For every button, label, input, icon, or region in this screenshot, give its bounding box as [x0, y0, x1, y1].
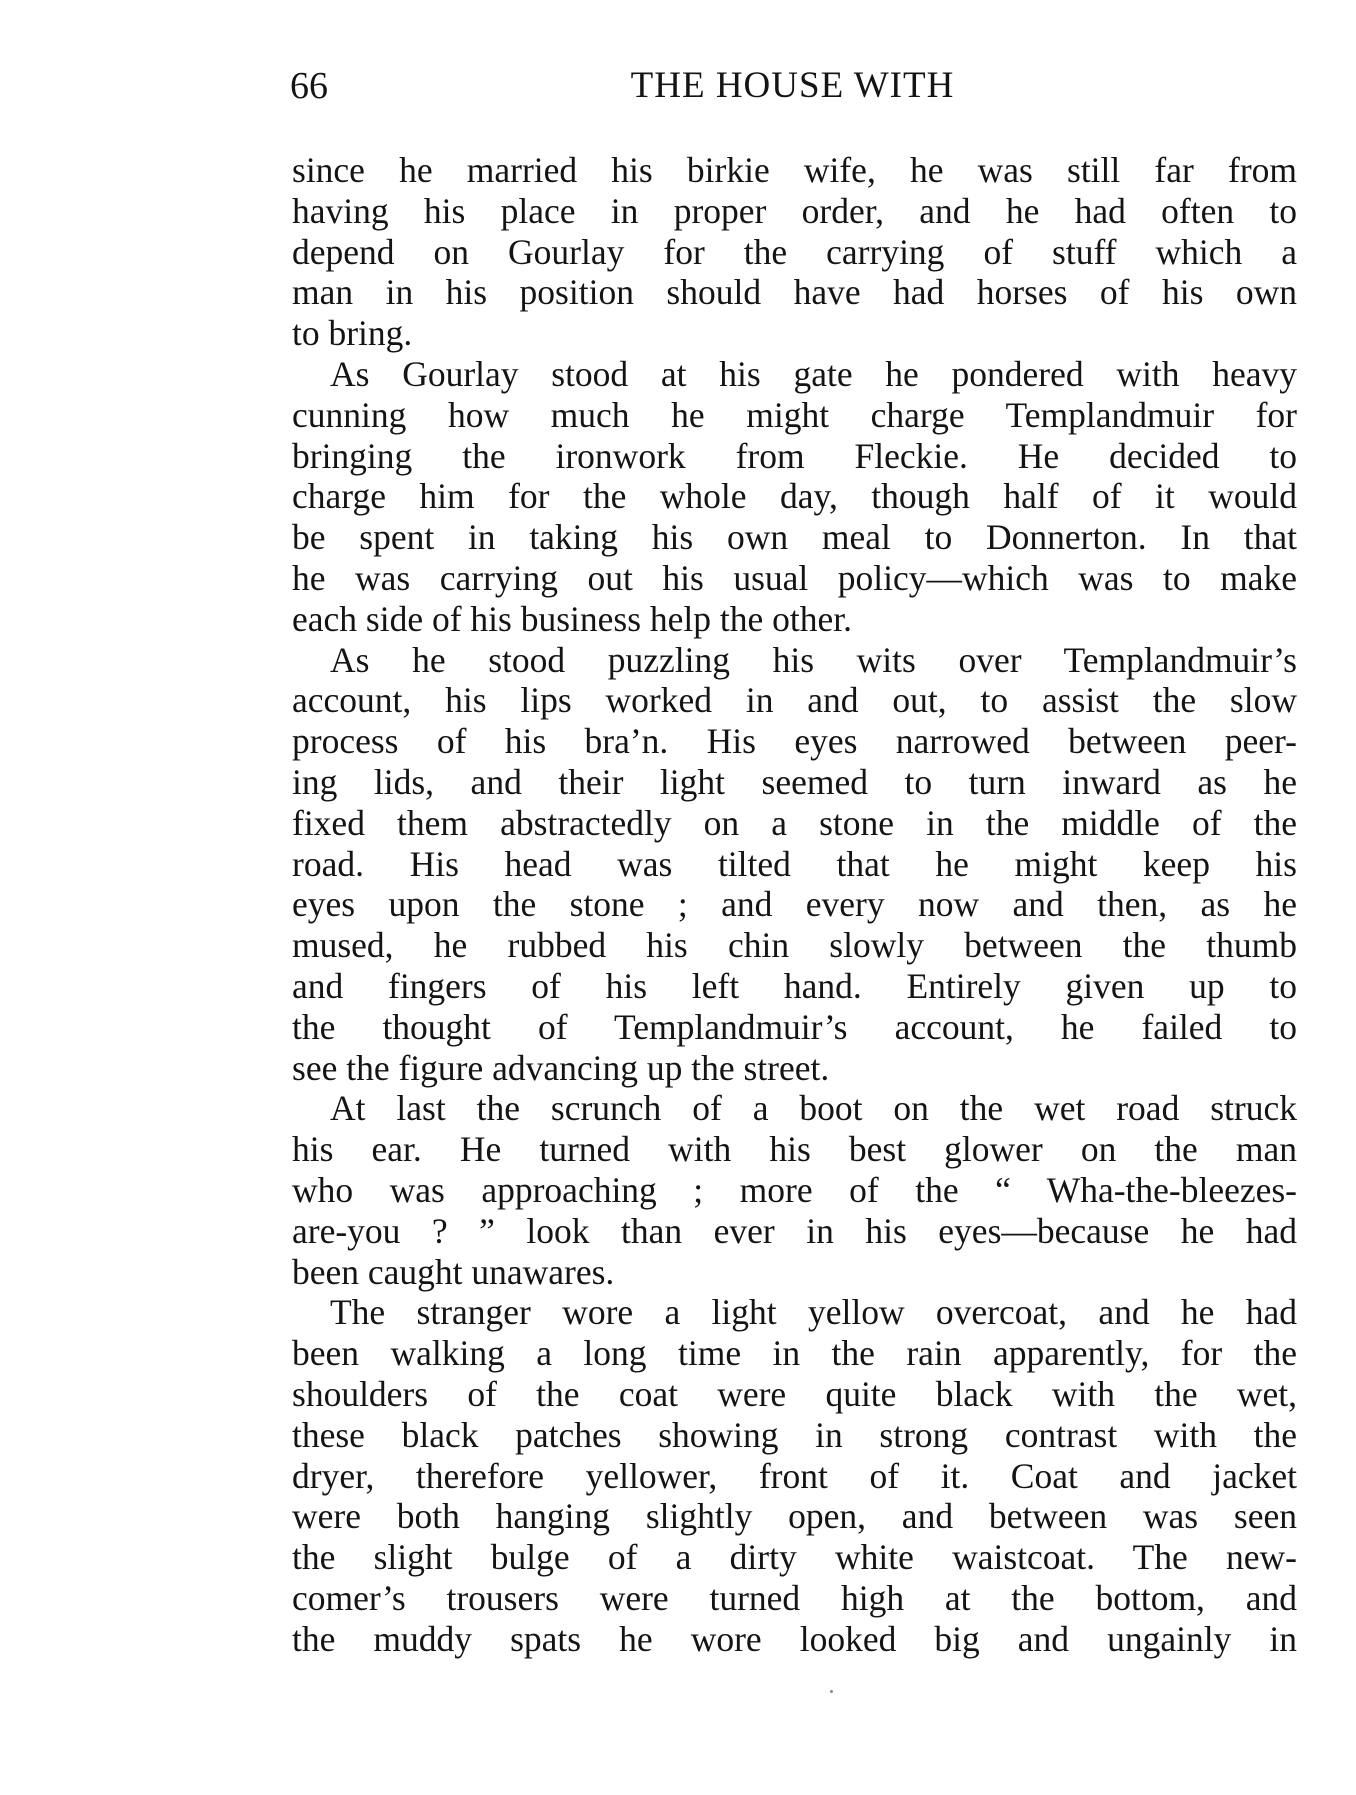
text-line: man in his position should have had horses of his own [292, 272, 1297, 313]
text-line: fixed them abstractedly on a stone in the middle of the [292, 802, 1297, 843]
paragraph [292, 1292, 1297, 1659]
text-line: mused, he rubbed his chin slowly between the thumb [292, 925, 1297, 966]
text-line: dryer, therefore yellower, front of it. Coat and jacket [292, 1455, 1297, 1496]
text-line: account, his lips worked in and out, to assist the slow [292, 680, 1297, 721]
text-line: the slight bulge of a dirty white waistcoat. The new- [292, 1537, 1297, 1578]
text-line: been walking a long time in the rain apparently, for the [292, 1333, 1297, 1374]
text-line: cunning how much he might charge Templandmuir for [292, 394, 1297, 435]
text-line: been caught unawares. [292, 1251, 615, 1292]
text-line: depend on Gourlay for the carrying of stuff which a [292, 231, 1297, 272]
paragraph [292, 1088, 1297, 1292]
text-line: road. His head was tilted that he might keep his [292, 843, 1297, 884]
text-line: the thought of Templandmuir’s account, he failed to [292, 1006, 1297, 1047]
text-line: ing lids, and their light seemed to turn inward as he [292, 761, 1297, 802]
paragraph [292, 354, 1297, 640]
text-line: process of his bra’n. His eyes narrowed between peer- [292, 721, 1297, 762]
text-line: As Gourlay stood at his gate he pondered with heavy [330, 353, 1297, 394]
paragraph [292, 150, 1297, 354]
text-line: having his place in proper order, and he had often to [292, 190, 1297, 231]
running-head [290, 66, 1295, 116]
text-line: As he stood puzzling his wits over Templandmuir’s [330, 639, 1297, 680]
text-line: he was carrying out his usual policy—which was to make [292, 557, 1297, 598]
paragraph [292, 640, 1297, 1089]
text-line: were both hanging slightly open, and between was seen [292, 1496, 1297, 1537]
text-line: bringing the ironwork from Fleckie. He decided to [292, 435, 1297, 476]
text-line: to bring. [292, 313, 413, 354]
page-number: 66 [290, 65, 328, 107]
text-line: these black patches showing in strong contrast with the [292, 1414, 1297, 1455]
text-line: The stranger wore a light yellow overcoat, and he had [330, 1292, 1297, 1333]
text-line: his ear. He turned with his best glower on the man [292, 1129, 1297, 1170]
text-line: At last the scrunch of a boot on the wet road struck [330, 1088, 1297, 1129]
text-line: and fingers of his left hand. Entirely given up to [292, 965, 1297, 1006]
text-line: see the figure advancing up the street. [292, 1047, 830, 1088]
text-line: are-you ? ” look than ever in his eyes—because he had [292, 1210, 1297, 1251]
text-line: shoulders of the coat were quite black with the wet, [292, 1373, 1297, 1414]
scan-speck [830, 1690, 833, 1693]
text-line: each side of his business help the other. [292, 598, 852, 639]
running-head-title: THE HOUSE WITH [630, 65, 955, 106]
text-line: be spent in taking his own meal to Donnerton. In that [292, 517, 1297, 558]
text-line: since he married his birkie wife, he was still far from [292, 150, 1297, 190]
text-line: charge him for the whole day, though half of it would [292, 476, 1297, 517]
text-line: the muddy spats he wore looked big and ungainly in [292, 1618, 1297, 1659]
text-line: eyes upon the stone ; and every now and then, as he [292, 884, 1297, 925]
body-text [292, 150, 1297, 1659]
text-line: who was approaching ; more of the “ Wha-the-bleezes- [292, 1169, 1297, 1210]
text-line: comer’s trousers were turned high at the bottom, and [292, 1577, 1297, 1618]
